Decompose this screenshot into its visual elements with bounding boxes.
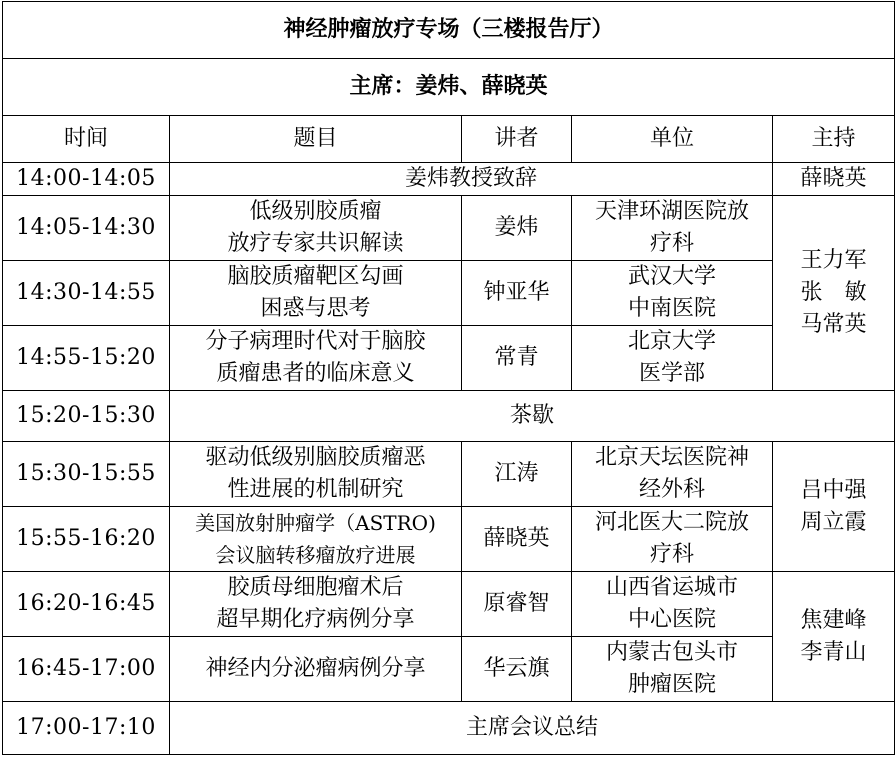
table-row xyxy=(3,572,895,637)
unit-cell xyxy=(572,507,773,572)
table-row xyxy=(3,637,895,702)
time-cell: 14:00-14:05 xyxy=(3,163,170,196)
topic-cell xyxy=(170,442,462,507)
time-cell: 15:20-15:30 xyxy=(3,391,170,442)
unit-line: 经外科 xyxy=(638,477,705,502)
unit-line: 医学部 xyxy=(638,361,705,386)
unit-line: 天津环湖医院放 xyxy=(594,199,749,224)
host-name: 李青山 xyxy=(800,639,867,665)
topic-line: 美国放射肿瘤学（ASTRO) xyxy=(195,511,436,535)
unit-cell xyxy=(572,442,773,507)
topic-line: 分子病理时代对于脑胶 xyxy=(205,329,426,354)
unit-cell xyxy=(572,261,773,326)
table-row xyxy=(3,261,895,326)
host-cell: 薛晓英 xyxy=(773,163,895,196)
speaker-cell: 常青 xyxy=(462,326,572,391)
chair-row xyxy=(3,59,895,116)
unit-cell xyxy=(572,196,773,261)
time-cell: 15:30-15:55 xyxy=(3,442,170,507)
topic-cell: 主席会议总结 xyxy=(170,702,895,755)
topic-line: 脑胶质瘤靶区勾画 xyxy=(227,264,404,289)
topic-line: 性进展的机制研究 xyxy=(227,477,404,502)
table-row xyxy=(3,196,895,261)
unit-cell xyxy=(572,572,773,637)
speaker-cell: 江涛 xyxy=(462,442,572,507)
topic-cell xyxy=(170,196,462,261)
unit-cell xyxy=(572,326,773,391)
table-row xyxy=(3,702,895,755)
host-cell xyxy=(773,572,895,702)
topic-line: 超早期化疗病例分享 xyxy=(216,607,415,632)
topic-cell: 神经内分泌瘤病例分享 xyxy=(170,637,462,702)
table-row xyxy=(3,326,895,391)
header-row xyxy=(3,116,895,163)
header-topic: 题目 xyxy=(170,116,462,163)
time-cell: 15:55-16:20 xyxy=(3,507,170,572)
unit-line: 内蒙古包头市 xyxy=(605,640,738,665)
topic-line: 放疗专家共识解读 xyxy=(227,231,404,256)
unit-cell xyxy=(572,637,773,702)
unit-line: 武汉大学 xyxy=(627,264,716,289)
table-row xyxy=(3,507,895,572)
unit-line: 肿瘤医院 xyxy=(627,672,716,697)
host-name: 张 敏 xyxy=(800,280,867,305)
speaker-cell: 钟亚华 xyxy=(462,261,572,326)
host-name: 吕中强 xyxy=(800,477,867,503)
speaker-cell: 原睿智 xyxy=(462,572,572,637)
topic-cell xyxy=(170,326,462,391)
unit-line: 北京大学 xyxy=(627,329,716,354)
schedule-table xyxy=(2,1,895,755)
speaker-cell: 薛晓英 xyxy=(462,507,572,572)
time-cell: 16:20-16:45 xyxy=(3,572,170,637)
session-title: 神经肿瘤放疗专场（三楼报告厅） xyxy=(3,2,895,59)
unit-line: 北京天坛医院神 xyxy=(594,445,749,470)
topic-line: 困惑与思考 xyxy=(260,296,371,321)
unit-line: 疗科 xyxy=(649,231,694,256)
topic-cell xyxy=(170,572,462,637)
unit-line: 山西省运城市 xyxy=(605,575,738,600)
time-cell: 14:55-15:20 xyxy=(3,326,170,391)
host-cell xyxy=(773,442,895,572)
topic-cell: 姜炜教授致辞 xyxy=(170,163,773,196)
unit-line: 中南医院 xyxy=(627,296,716,321)
speaker-cell: 华云旗 xyxy=(462,637,572,702)
time-cell: 17:00-17:10 xyxy=(3,702,170,755)
time-cell: 14:30-14:55 xyxy=(3,261,170,326)
topic-cell: 茶歇 xyxy=(170,391,895,442)
topic-line: 质瘤患者的临床意义 xyxy=(216,361,415,386)
speaker-cell: 姜炜 xyxy=(462,196,572,261)
topic-line: 胶质母细胞瘤术后 xyxy=(227,575,404,600)
header-speaker: 讲者 xyxy=(462,116,572,163)
time-cell: 14:05-14:30 xyxy=(3,196,170,261)
topic-line: 会议脑转移瘤放疗进展 xyxy=(215,543,416,567)
table-row xyxy=(3,391,895,442)
table-row xyxy=(3,442,895,507)
unit-line: 中心医院 xyxy=(627,607,716,632)
unit-line: 疗科 xyxy=(649,542,694,567)
session-chair: 主席：姜炜、薛晓英 xyxy=(3,59,895,116)
host-name: 周立霞 xyxy=(800,509,867,535)
topic-line: 低级别胶质瘤 xyxy=(249,199,382,224)
host-cell xyxy=(773,196,895,391)
table-row xyxy=(3,163,895,196)
header-host: 主持 xyxy=(773,116,895,163)
time-cell: 16:45-17:00 xyxy=(3,637,170,702)
topic-line: 驱动低级别脑胶质瘤恶 xyxy=(205,445,426,470)
unit-line: 河北医大二院放 xyxy=(594,510,749,535)
header-time: 时间 xyxy=(3,116,170,163)
topic-cell xyxy=(170,507,462,572)
host-name: 王力军 xyxy=(800,248,867,273)
header-unit: 单位 xyxy=(572,116,773,163)
host-name: 马常英 xyxy=(800,312,867,337)
topic-cell xyxy=(170,261,462,326)
title-row xyxy=(3,2,895,59)
host-name: 焦建峰 xyxy=(800,607,867,633)
